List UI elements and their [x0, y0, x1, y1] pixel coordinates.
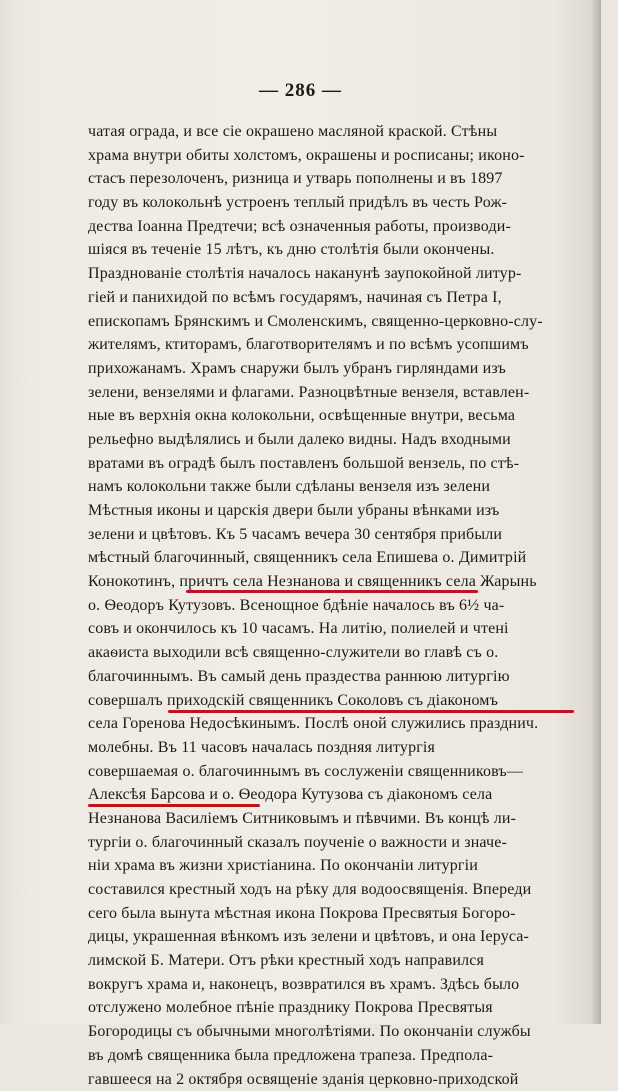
text-line: села Горенова Недосѣкинымъ. Послѣ оной служились празднич. — [88, 712, 618, 736]
text-line: чатая ограда, и все сіе окрашено масляной краской. Стѣны — [88, 120, 618, 144]
text-line: гавшееся на 2 октября освященіе зданія церковно-приходской — [88, 1068, 618, 1091]
text-line: благочиннымъ. Въ самый день праздества раннюю литургію — [88, 665, 618, 689]
text-line: въ домѣ священника была предложена трапеза. Предпола- — [88, 1044, 618, 1068]
text-line: совъ и окончилось къ 10 часамъ. На литію, полиелей и чтені — [88, 617, 618, 641]
text-line: рельефно выдѣлялись и были далеко видны. Надъ входными — [88, 428, 618, 452]
text-line: вокругъ храма и, наконецъ, возвратился въ храмъ. Здѣсь было — [88, 973, 618, 997]
text-line: жителямъ, ктиторамъ, благотворителямъ и по всѣмъ усопшимъ — [88, 333, 618, 357]
text-line: намъ колокольни также были сдѣланы вензеля изъ зелени — [88, 475, 618, 499]
text-line: ніи храма въ жизни христіанина. По окончаніи литургіи — [88, 854, 618, 878]
text-line: прихожанамъ. Храмъ снаружи былъ убранъ гирляндами изъ — [88, 357, 618, 381]
text-line: о. Ѳеодоръ Кутузовъ. Всенощное бдѣніе началось въ 6½ ча- — [88, 594, 618, 618]
text-line: сего была вынута мѣстная икона Покрова Пресвятыя Богоро- — [88, 902, 618, 926]
text-line: мѣстный благочинный, священникъ села Епишева о. Димитрій — [88, 546, 618, 570]
text-line: епископамъ Брянскимъ и Смоленскимъ, священно-церковно-слу- — [88, 310, 618, 334]
text-line: совершалъ приходскій священникъ Соколовъ съ діакономъ — [88, 689, 618, 713]
text-line: вратами въ оградѣ былъ поставленъ большой вензель, по стѣ- — [88, 452, 618, 476]
text-line: гіей и панихидой по всѣмъ государямъ, начиная съ Петра I, — [88, 286, 618, 310]
text-line: зелени, вензелями и флагами. Разноцвѣтные вензеля, вставлен- — [88, 381, 618, 405]
text-line: Мѣстныя иконы и царскія двери были убраны вѣнками изъ — [88, 499, 618, 523]
text-line: храма внутри обиты холстомъ, окрашены и росписаны; иконо- — [88, 144, 618, 168]
text-line: дицы, украшенная вѣнкомъ изъ зелени и цвѣтовъ, и она Іеруса- — [88, 925, 618, 949]
text-line: стасъ перезолоченъ, ризница и утварь пополнены и въ 1897 — [88, 167, 618, 191]
text-line: Конокотинъ, причтъ села Незнанова и священникъ села Жарынь — [88, 570, 618, 594]
text-line: Алексѣя Барсова и о. Ѳеодора Кутузова съ діакономъ села — [88, 783, 618, 807]
text-line: шіяся въ теченіе 15 лѣтъ, къ дню столѣтія были окончены. — [88, 238, 618, 262]
text-line: отслужено молебное пѣніе празднику Покрова Пресвятыя — [88, 996, 618, 1020]
text-line: Богородицы съ обычными многолѣтіями. По окончаніи службы — [88, 1020, 618, 1044]
text-line: составился крестный ходъ на рѣку для водоосвященія. Впереди — [88, 878, 618, 902]
text-line: году въ колокольнѣ устроенъ теплый придѣлъ въ честь Рож- — [88, 191, 618, 215]
text-line: тургіи о. благочинный сказалъ поученіе о важности и значе- — [88, 831, 618, 855]
red-underline-mark — [186, 590, 478, 593]
text-line: дества Іоанна Предтечи; всѣ означенныя работы, производи- — [88, 215, 618, 239]
text-line: акаѳиста выходили всѣ священно-служители во главѣ съ о. — [88, 641, 618, 665]
text-line: совершаемая о. благочиннымъ въ сослуженіи священниковъ— — [88, 760, 618, 784]
text-line: лимской Б. Матери. Отъ рѣки крестный ходъ направился — [88, 949, 618, 973]
body-text — [88, 120, 618, 1091]
text-line: молебны. Въ 11 часовъ началась поздняя литургія — [88, 736, 618, 760]
text-line: зелени и цвѣтовъ. Къ 5 часамъ вечера 30 сентября прибыли — [88, 523, 618, 547]
text-line: Незнанова Василіемъ Ситниковымъ и пѣвчими. Въ концѣ ли- — [88, 807, 618, 831]
text-line: ные въ верхнія окна колокольни, освѣщенные внутри, весьма — [88, 404, 618, 428]
text-line: Празднованіе столѣтія началось наканунѣ заупокойной литур- — [88, 262, 618, 286]
page-number: — 286 — — [0, 80, 601, 102]
